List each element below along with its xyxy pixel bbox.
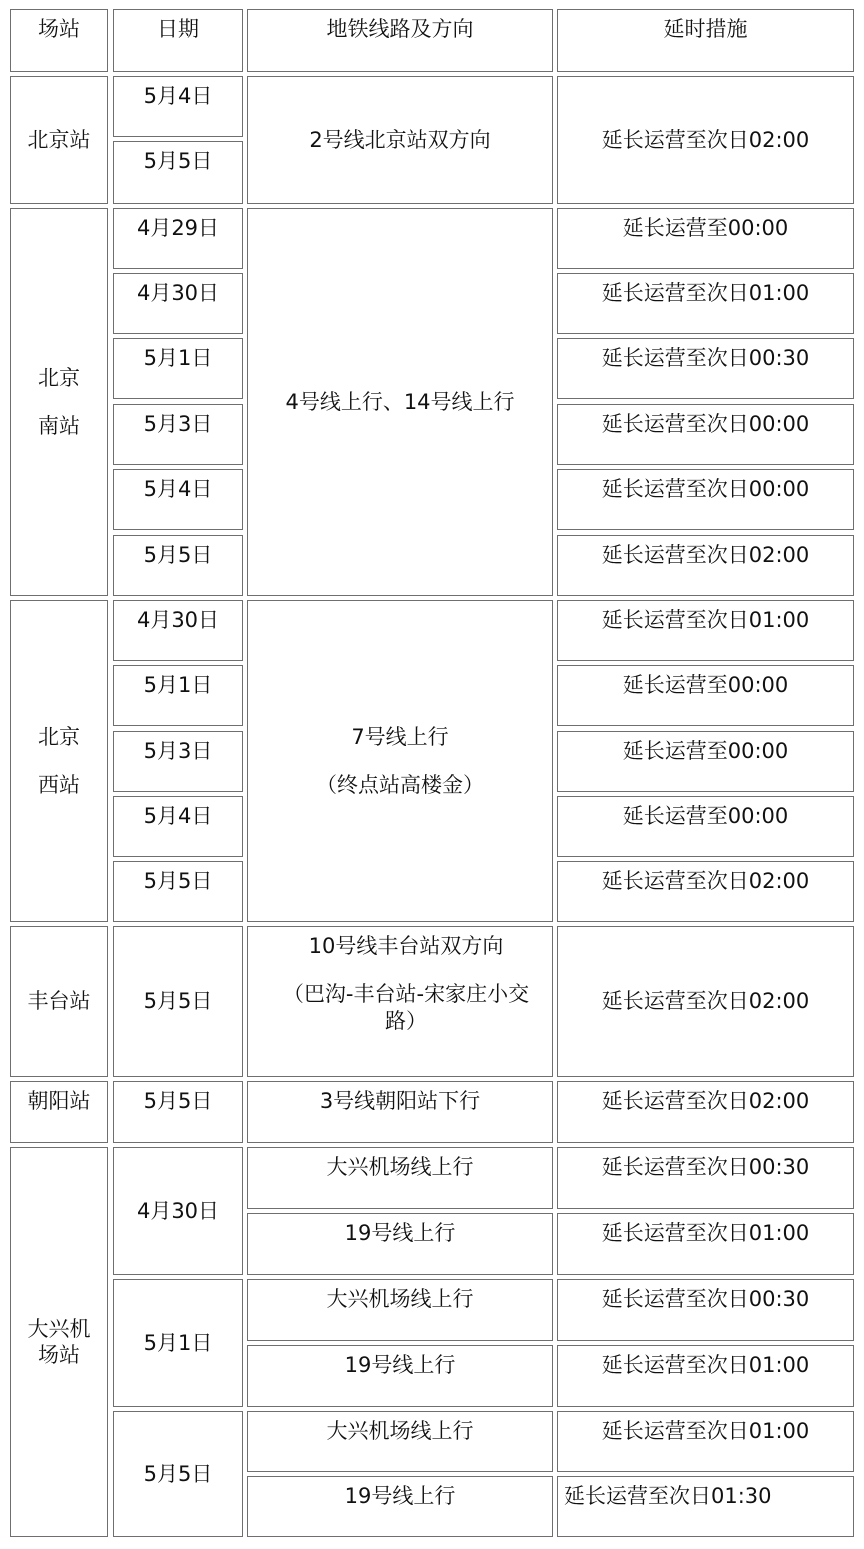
line-cell: 7号线上行 （终点站高楼金） xyxy=(247,600,553,922)
date-cell: 4月30日 xyxy=(113,600,243,661)
measure-cell: 延长运营至00:00 xyxy=(557,796,854,857)
date-cell: 5月5日 xyxy=(113,926,243,1077)
line-cell: 大兴机场线上行 xyxy=(247,1411,553,1472)
measure-cell: 延长运营至次日00:30 xyxy=(557,1147,854,1209)
date-cell: 5月1日 xyxy=(113,1279,243,1407)
line-cell: 2号线北京站双方向 xyxy=(247,76,553,204)
measure-cell: 延长运营至次日00:00 xyxy=(557,469,854,530)
station-cell: 大兴机 场站 xyxy=(10,1147,108,1537)
header-line: 地铁线路及方向 xyxy=(247,9,553,72)
measure-cell: 延长运营至次日00:00 xyxy=(557,404,854,465)
measure-cell: 延长运营至次日01:00 xyxy=(557,1213,854,1275)
station-cell: 朝阳站 xyxy=(10,1081,108,1143)
measure-cell: 延长运营至次日00:30 xyxy=(557,1279,854,1341)
measure-cell: 延长运营至次日00:30 xyxy=(557,338,854,399)
measure-cell: 延长运营至次日02:00 xyxy=(557,76,854,204)
line-cell: 19号线上行 xyxy=(247,1345,553,1407)
date-cell: 5月1日 xyxy=(113,665,243,726)
measure-cell: 延长运营至00:00 xyxy=(557,208,854,269)
measure-cell: 延长运营至次日01:30 xyxy=(557,1476,854,1537)
measure-cell: 延长运营至00:00 xyxy=(557,665,854,726)
date-cell: 5月4日 xyxy=(113,469,243,530)
header-measure: 延时措施 xyxy=(557,9,854,72)
date-cell: 5月4日 xyxy=(113,796,243,857)
line-cell: 大兴机场线上行 xyxy=(247,1147,553,1209)
date-cell: 4月30日 xyxy=(113,273,243,334)
header-date: 日期 xyxy=(113,9,243,72)
measure-cell: 延长运营至次日01:00 xyxy=(557,1411,854,1472)
measure-cell: 延长运营至次日01:00 xyxy=(557,1345,854,1407)
measure-cell: 延长运营至次日02:00 xyxy=(557,1081,854,1143)
date-cell: 5月5日 xyxy=(113,861,243,922)
measure-cell: 延长运营至次日01:00 xyxy=(557,273,854,334)
date-cell: 5月5日 xyxy=(113,1411,243,1537)
date-cell: 5月1日 xyxy=(113,338,243,399)
date-cell: 5月5日 xyxy=(113,1081,243,1143)
station-cell: 北京站 xyxy=(10,76,108,204)
station-cell: 丰台站 xyxy=(10,926,108,1077)
measure-cell: 延长运营至次日02:00 xyxy=(557,861,854,922)
date-cell: 4月30日 xyxy=(113,1147,243,1275)
measure-cell: 延长运营至次日02:00 xyxy=(557,535,854,596)
date-cell: 5月3日 xyxy=(113,731,243,792)
header-station: 场站 xyxy=(10,9,108,72)
line-cell: 4号线上行、14号线上行 xyxy=(247,208,553,596)
line-cell: 10号线丰台站双方向 （巴沟-丰台站-宋家庄小交路） xyxy=(247,926,553,1077)
line-cell: 3号线朝阳站下行 xyxy=(247,1081,553,1143)
date-cell: 4月29日 xyxy=(113,208,243,269)
station-cell: 北京 西站 xyxy=(10,600,108,922)
date-cell: 5月5日 xyxy=(113,141,243,204)
line-cell: 大兴机场线上行 xyxy=(247,1279,553,1341)
line-cell: 19号线上行 xyxy=(247,1476,553,1537)
date-cell: 5月3日 xyxy=(113,404,243,465)
line-cell: 19号线上行 xyxy=(247,1213,553,1275)
measure-cell: 延长运营至次日02:00 xyxy=(557,926,854,1077)
date-cell: 5月4日 xyxy=(113,76,243,137)
station-cell: 北京 南站 xyxy=(10,208,108,596)
measure-cell: 延长运营至00:00 xyxy=(557,731,854,792)
date-cell: 5月5日 xyxy=(113,535,243,596)
measure-cell: 延长运营至次日01:00 xyxy=(557,600,854,661)
